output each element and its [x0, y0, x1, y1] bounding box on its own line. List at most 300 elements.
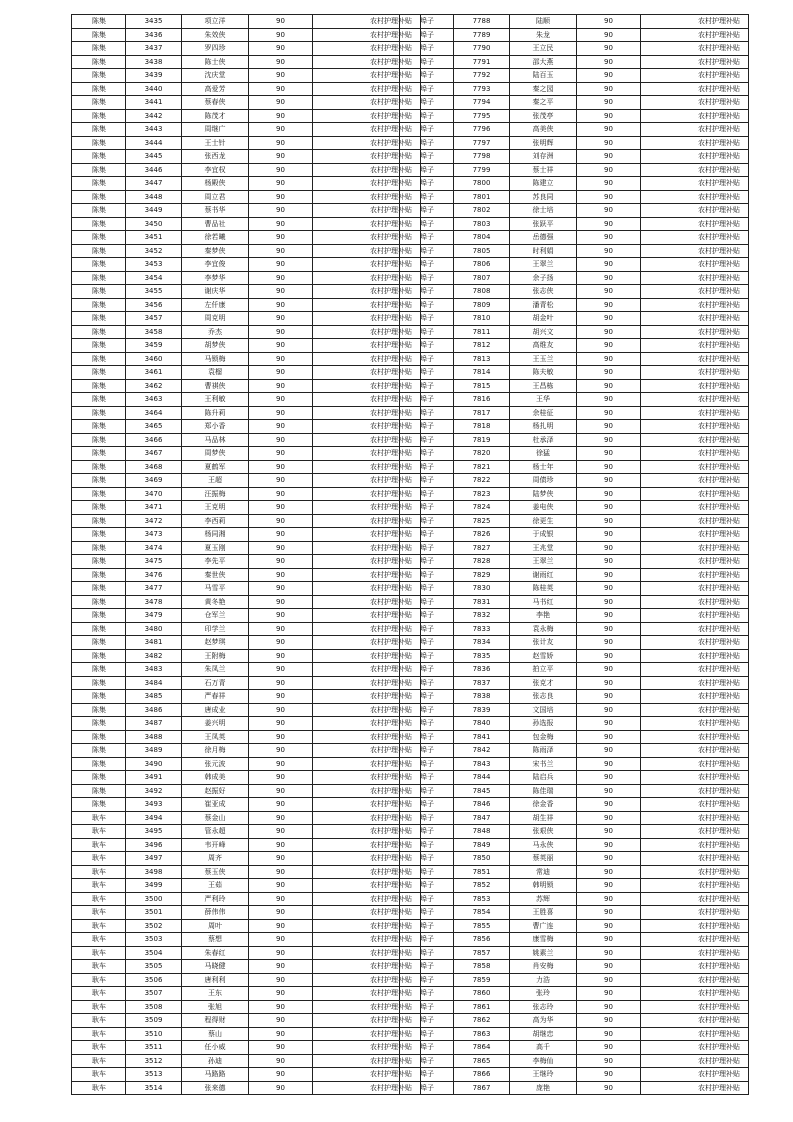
table-row — [400, 649, 749, 663]
cell-subsidy-type: 农村护理补贴 — [313, 838, 421, 852]
cell-name: 孙选报 — [510, 717, 577, 731]
cell-name: 苏辉 — [510, 892, 577, 906]
cell-number: 3478 — [126, 595, 182, 609]
table-row — [72, 352, 421, 366]
cell-subsidy-type: 农村护理补贴 — [641, 1041, 749, 1055]
cell-name: 蔡英丽 — [510, 852, 577, 866]
cell-number: 7867 — [454, 1081, 510, 1095]
cell-number: 7796 — [454, 123, 510, 137]
cell-subsidy-type: 农村护理补贴 — [641, 298, 749, 312]
cell-name: 陈茂才 — [182, 109, 249, 123]
cell-village: 埠子 — [400, 136, 454, 150]
cell-village: 埠子 — [400, 636, 454, 650]
table-row — [72, 541, 421, 555]
cell-name: 马路路 — [182, 1068, 249, 1082]
cell-village: 陈集 — [72, 325, 126, 339]
cell-amount: 90 — [577, 487, 641, 501]
cell-amount: 90 — [249, 474, 313, 488]
cell-subsidy-type: 农村护理补贴 — [641, 352, 749, 366]
cell-subsidy-type: 农村护理补贴 — [313, 1041, 421, 1055]
cell-village: 陈集 — [72, 339, 126, 353]
cell-name: 韩成美 — [182, 771, 249, 785]
cell-name: 蔡春侠 — [182, 96, 249, 110]
cell-subsidy-type: 农村护理补贴 — [641, 231, 749, 245]
cell-name: 仓军兰 — [182, 609, 249, 623]
cell-village: 陈集 — [72, 258, 126, 272]
cell-village: 陈集 — [72, 393, 126, 407]
cell-village: 埠子 — [400, 730, 454, 744]
table-row — [400, 555, 749, 569]
cell-subsidy-type: 农村护理补贴 — [641, 1068, 749, 1082]
cell-subsidy-type: 农村护理补贴 — [313, 906, 421, 920]
cell-name: 陈桂英 — [510, 582, 577, 596]
cell-name: 王胜喜 — [510, 906, 577, 920]
cell-number: 7823 — [454, 487, 510, 501]
table-row — [400, 919, 749, 933]
cell-subsidy-type: 农村护理补贴 — [641, 15, 749, 29]
cell-number: 3481 — [126, 636, 182, 650]
cell-number: 7857 — [454, 946, 510, 960]
cell-subsidy-type: 农村护理补贴 — [313, 568, 421, 582]
table-row — [72, 771, 421, 785]
cell-subsidy-type: 农村护理补贴 — [313, 676, 421, 690]
cell-village: 耿车 — [72, 960, 126, 974]
cell-subsidy-type: 农村护理补贴 — [313, 987, 421, 1001]
cell-subsidy-type: 农村护理补贴 — [641, 366, 749, 380]
cell-village: 埠子 — [400, 123, 454, 137]
table-row — [72, 528, 421, 542]
table-row — [400, 312, 749, 326]
cell-subsidy-type: 农村护理补贴 — [313, 217, 421, 231]
cell-number: 3489 — [126, 744, 182, 758]
cell-name: 马晓健 — [182, 960, 249, 974]
cell-subsidy-type: 农村护理补贴 — [313, 1000, 421, 1014]
cell-village: 陈集 — [72, 555, 126, 569]
cell-number: 7816 — [454, 393, 510, 407]
cell-name: 韩明锁 — [510, 879, 577, 893]
cell-subsidy-type: 农村护理补贴 — [641, 325, 749, 339]
cell-number: 7809 — [454, 298, 510, 312]
table-row — [72, 744, 421, 758]
cell-amount: 90 — [577, 204, 641, 218]
cell-village: 耿车 — [72, 892, 126, 906]
cell-amount: 90 — [577, 703, 641, 717]
table-row — [400, 136, 749, 150]
cell-subsidy-type: 农村护理补贴 — [641, 177, 749, 191]
cell-village: 埠子 — [400, 1027, 454, 1041]
table-row — [400, 568, 749, 582]
cell-name: 宋书兰 — [510, 757, 577, 771]
cell-number: 7864 — [454, 1041, 510, 1055]
cell-name: 严春祥 — [182, 690, 249, 704]
cell-amount: 90 — [577, 582, 641, 596]
cell-name: 康雪梅 — [510, 933, 577, 947]
cell-number: 3466 — [126, 433, 182, 447]
cell-amount: 90 — [577, 28, 641, 42]
cell-name: 陈雨泽 — [510, 744, 577, 758]
cell-amount: 90 — [577, 150, 641, 164]
cell-subsidy-type: 农村护理补贴 — [313, 892, 421, 906]
cell-subsidy-type: 农村护理补贴 — [641, 136, 749, 150]
cell-village: 埠子 — [400, 217, 454, 231]
cell-name: 蔡金山 — [182, 811, 249, 825]
cell-subsidy-type: 农村护理补贴 — [641, 636, 749, 650]
cell-number: 7802 — [454, 204, 510, 218]
cell-village: 陈集 — [72, 379, 126, 393]
cell-subsidy-type: 农村护理补贴 — [313, 244, 421, 258]
cell-number: 7803 — [454, 217, 510, 231]
cell-name: 周克明 — [182, 312, 249, 326]
cell-village: 陈集 — [72, 757, 126, 771]
cell-amount: 90 — [577, 433, 641, 447]
cell-number: 7829 — [454, 568, 510, 582]
cell-amount: 90 — [249, 447, 313, 461]
cell-village: 陈集 — [72, 649, 126, 663]
cell-village: 埠子 — [400, 865, 454, 879]
cell-village: 埠子 — [400, 703, 454, 717]
cell-village: 埠子 — [400, 15, 454, 29]
cell-amount: 90 — [249, 190, 313, 204]
table-row — [400, 636, 749, 650]
cell-amount: 90 — [577, 987, 641, 1001]
cell-number: 3513 — [126, 1068, 182, 1082]
cell-name: 蔡书华 — [182, 204, 249, 218]
table-row — [72, 690, 421, 704]
cell-amount: 90 — [249, 717, 313, 731]
cell-number: 3458 — [126, 325, 182, 339]
cell-amount: 90 — [577, 811, 641, 825]
cell-village: 埠子 — [400, 771, 454, 785]
table-row — [400, 352, 749, 366]
table-row — [400, 177, 749, 191]
table-row — [72, 298, 421, 312]
cell-village: 耿车 — [72, 906, 126, 920]
cell-village: 耿车 — [72, 973, 126, 987]
cell-name: 程得财 — [182, 1014, 249, 1028]
cell-subsidy-type: 农村护理补贴 — [641, 730, 749, 744]
cell-name: 周叶 — [182, 919, 249, 933]
cell-number: 3438 — [126, 55, 182, 69]
cell-name: 周继广 — [182, 123, 249, 137]
cell-amount: 90 — [577, 865, 641, 879]
table-row — [72, 55, 421, 69]
cell-village: 耿车 — [72, 919, 126, 933]
cell-number: 7836 — [454, 663, 510, 677]
cell-number: 3461 — [126, 366, 182, 380]
cell-amount: 90 — [577, 217, 641, 231]
cell-amount: 90 — [249, 28, 313, 42]
cell-village: 埠子 — [400, 892, 454, 906]
cell-name: 曹祺侠 — [182, 379, 249, 393]
cell-village: 陈集 — [72, 163, 126, 177]
cell-subsidy-type: 农村护理补贴 — [313, 433, 421, 447]
cell-amount: 90 — [577, 852, 641, 866]
cell-amount: 90 — [249, 622, 313, 636]
cell-name: 秦梦侠 — [182, 244, 249, 258]
cell-name: 杨同湘 — [182, 528, 249, 542]
cell-name: 杨殿侠 — [182, 177, 249, 191]
cell-subsidy-type: 农村护理补贴 — [313, 136, 421, 150]
table-row — [72, 663, 421, 677]
cell-amount: 90 — [577, 730, 641, 744]
cell-name: 周齐 — [182, 852, 249, 866]
cell-village: 陈集 — [72, 730, 126, 744]
table-row — [400, 1027, 749, 1041]
cell-name: 岳德强 — [510, 231, 577, 245]
cell-subsidy-type: 农村护理补贴 — [641, 1027, 749, 1041]
cell-name: 徐猛 — [510, 447, 577, 461]
cell-name: 时利娟 — [510, 244, 577, 258]
cell-village: 埠子 — [400, 55, 454, 69]
cell-village: 陈集 — [72, 636, 126, 650]
cell-amount: 90 — [577, 825, 641, 839]
cell-number: 3480 — [126, 622, 182, 636]
cell-amount: 90 — [249, 325, 313, 339]
table-row — [400, 123, 749, 137]
cell-amount: 90 — [249, 1014, 313, 1028]
cell-subsidy-type: 农村护理补贴 — [641, 811, 749, 825]
cell-subsidy-type: 农村护理补贴 — [641, 393, 749, 407]
table-row — [400, 663, 749, 677]
cell-number: 7808 — [454, 285, 510, 299]
cell-amount: 90 — [249, 460, 313, 474]
table-row — [72, 865, 421, 879]
cell-amount: 90 — [249, 271, 313, 285]
table-row — [400, 744, 749, 758]
table-row — [72, 163, 421, 177]
cell-number: 3502 — [126, 919, 182, 933]
table-row — [72, 973, 421, 987]
table-row — [72, 433, 421, 447]
cell-name: 王利敏 — [182, 393, 249, 407]
table-row — [400, 865, 749, 879]
table-row — [72, 204, 421, 218]
cell-number: 3444 — [126, 136, 182, 150]
cell-number: 3511 — [126, 1041, 182, 1055]
cell-name: 张玲 — [510, 987, 577, 1001]
cell-name: 余桂征 — [510, 406, 577, 420]
table-row — [400, 244, 749, 258]
cell-amount: 90 — [577, 271, 641, 285]
cell-amount: 90 — [577, 622, 641, 636]
cell-amount: 90 — [577, 406, 641, 420]
cell-number: 3476 — [126, 568, 182, 582]
cell-name: 沈庆堂 — [182, 69, 249, 83]
cell-number: 3510 — [126, 1027, 182, 1041]
cell-number: 3463 — [126, 393, 182, 407]
cell-number: 7792 — [454, 69, 510, 83]
cell-village: 耿车 — [72, 811, 126, 825]
cell-amount: 90 — [249, 528, 313, 542]
cell-village: 埠子 — [400, 325, 454, 339]
table-row — [400, 339, 749, 353]
table-row — [400, 298, 749, 312]
table-row — [72, 379, 421, 393]
cell-name: 陈夫敏 — [510, 366, 577, 380]
cell-subsidy-type: 农村护理补贴 — [313, 487, 421, 501]
cell-number: 3467 — [126, 447, 182, 461]
cell-village: 埠子 — [400, 582, 454, 596]
table-row — [72, 325, 421, 339]
cell-number: 3445 — [126, 150, 182, 164]
cell-subsidy-type: 农村护理补贴 — [313, 231, 421, 245]
cell-amount: 90 — [577, 892, 641, 906]
cell-amount: 90 — [249, 1027, 313, 1041]
cell-amount: 90 — [249, 217, 313, 231]
table-row — [72, 730, 421, 744]
table-row — [400, 987, 749, 1001]
cell-amount: 90 — [577, 879, 641, 893]
cell-amount: 90 — [249, 393, 313, 407]
cell-name: 高美侠 — [510, 123, 577, 137]
cell-subsidy-type: 农村护理补贴 — [641, 82, 749, 96]
cell-name: 徐更生 — [510, 514, 577, 528]
cell-number: 7863 — [454, 1027, 510, 1041]
cell-amount: 90 — [249, 919, 313, 933]
cell-number: 7850 — [454, 852, 510, 866]
cell-amount: 90 — [249, 690, 313, 704]
cell-village: 埠子 — [400, 919, 454, 933]
cell-subsidy-type: 农村护理补贴 — [313, 933, 421, 947]
cell-name: 罗四珍 — [182, 42, 249, 56]
table-row — [400, 217, 749, 231]
cell-number: 7849 — [454, 838, 510, 852]
cell-amount: 90 — [249, 514, 313, 528]
cell-number: 3459 — [126, 339, 182, 353]
cell-number: 7824 — [454, 501, 510, 515]
cell-name: 赵梦琪 — [182, 636, 249, 650]
cell-name: 高维友 — [510, 339, 577, 353]
table-row — [72, 258, 421, 272]
cell-number: 3437 — [126, 42, 182, 56]
cell-village: 埠子 — [400, 447, 454, 461]
cell-village: 陈集 — [72, 298, 126, 312]
cell-subsidy-type: 农村护理补贴 — [641, 1081, 749, 1095]
cell-subsidy-type: 农村护理补贴 — [641, 285, 749, 299]
cell-village: 耿车 — [72, 1014, 126, 1028]
cell-subsidy-type: 农村护理补贴 — [313, 285, 421, 299]
cell-subsidy-type: 农村护理补贴 — [313, 501, 421, 515]
table-row — [400, 474, 749, 488]
cell-amount: 90 — [577, 82, 641, 96]
cell-village: 耿车 — [72, 1000, 126, 1014]
cell-village: 陈集 — [72, 82, 126, 96]
cell-subsidy-type: 农村护理补贴 — [641, 433, 749, 447]
cell-name: 孙迪 — [182, 1054, 249, 1068]
table-row — [400, 1054, 749, 1068]
table-row — [72, 285, 421, 299]
cell-amount: 90 — [249, 96, 313, 110]
cell-name: 高爱芳 — [182, 82, 249, 96]
cell-village: 陈集 — [72, 28, 126, 42]
cell-subsidy-type: 农村护理补贴 — [313, 744, 421, 758]
table-row — [72, 825, 421, 839]
cell-village: 埠子 — [400, 96, 454, 110]
cell-subsidy-type: 农村护理补贴 — [313, 811, 421, 825]
cell-subsidy-type: 农村护理补贴 — [641, 879, 749, 893]
cell-subsidy-type: 农村护理补贴 — [313, 1068, 421, 1082]
cell-name: 王玉兰 — [510, 352, 577, 366]
table-row — [400, 676, 749, 690]
table-row — [72, 852, 421, 866]
cell-amount: 90 — [577, 1068, 641, 1082]
table-row — [400, 271, 749, 285]
cell-village: 埠子 — [400, 1081, 454, 1095]
cell-amount: 90 — [249, 15, 313, 29]
cell-subsidy-type: 农村护理补贴 — [313, 28, 421, 42]
cell-village: 陈集 — [72, 717, 126, 731]
cell-name: 王附梅 — [182, 649, 249, 663]
cell-number: 3506 — [126, 973, 182, 987]
cell-number: 3440 — [126, 82, 182, 96]
cell-amount: 90 — [249, 703, 313, 717]
cell-name: 张艰侠 — [510, 825, 577, 839]
cell-name: 周梦侠 — [182, 447, 249, 461]
cell-village: 埠子 — [400, 784, 454, 798]
cell-subsidy-type: 农村护理补贴 — [313, 55, 421, 69]
cell-amount: 90 — [249, 258, 313, 272]
cell-amount: 90 — [249, 312, 313, 326]
cell-subsidy-type: 农村护理补贴 — [641, 217, 749, 231]
table-row — [72, 784, 421, 798]
cell-number: 3442 — [126, 109, 182, 123]
cell-village: 陈集 — [72, 460, 126, 474]
cell-amount: 90 — [577, 285, 641, 299]
table-row — [400, 730, 749, 744]
cell-name: 李梅仙 — [510, 1054, 577, 1068]
cell-name: 刘存洲 — [510, 150, 577, 164]
cell-village: 陈集 — [72, 271, 126, 285]
cell-subsidy-type: 农村护理补贴 — [641, 595, 749, 609]
cell-subsidy-type: 农村护理补贴 — [641, 541, 749, 555]
cell-number: 3486 — [126, 703, 182, 717]
cell-name: 张志侠 — [510, 285, 577, 299]
cell-name: 王茹 — [182, 879, 249, 893]
cell-name: 袁榴 — [182, 366, 249, 380]
cell-village: 埠子 — [400, 663, 454, 677]
table-row — [400, 798, 749, 812]
cell-amount: 90 — [577, 1000, 641, 1014]
cell-village: 埠子 — [400, 1014, 454, 1028]
cell-number: 7851 — [454, 865, 510, 879]
cell-name: 马书红 — [510, 595, 577, 609]
table-row — [400, 366, 749, 380]
table-row — [400, 717, 749, 731]
cell-number: 7840 — [454, 717, 510, 731]
cell-name: 张明辉 — [510, 136, 577, 150]
cell-number: 7798 — [454, 150, 510, 164]
cell-subsidy-type: 农村护理补贴 — [313, 595, 421, 609]
cell-village: 埠子 — [400, 946, 454, 960]
table-row — [72, 150, 421, 164]
cell-village: 耿车 — [72, 933, 126, 947]
cell-subsidy-type: 农村护理补贴 — [313, 96, 421, 110]
cell-amount: 90 — [249, 987, 313, 1001]
cell-subsidy-type: 农村护理补贴 — [641, 622, 749, 636]
table-row — [72, 312, 421, 326]
cell-number: 7866 — [454, 1068, 510, 1082]
cell-subsidy-type: 农村护理补贴 — [641, 568, 749, 582]
cell-subsidy-type: 农村护理补贴 — [641, 1054, 749, 1068]
cell-amount: 90 — [249, 55, 313, 69]
table-row — [72, 96, 421, 110]
cell-number: 3474 — [126, 541, 182, 555]
cell-subsidy-type: 农村护理补贴 — [313, 15, 421, 29]
cell-village: 埠子 — [400, 285, 454, 299]
cell-name: 陈建立 — [510, 177, 577, 191]
cell-name: 谢雨红 — [510, 568, 577, 582]
table-row — [400, 528, 749, 542]
